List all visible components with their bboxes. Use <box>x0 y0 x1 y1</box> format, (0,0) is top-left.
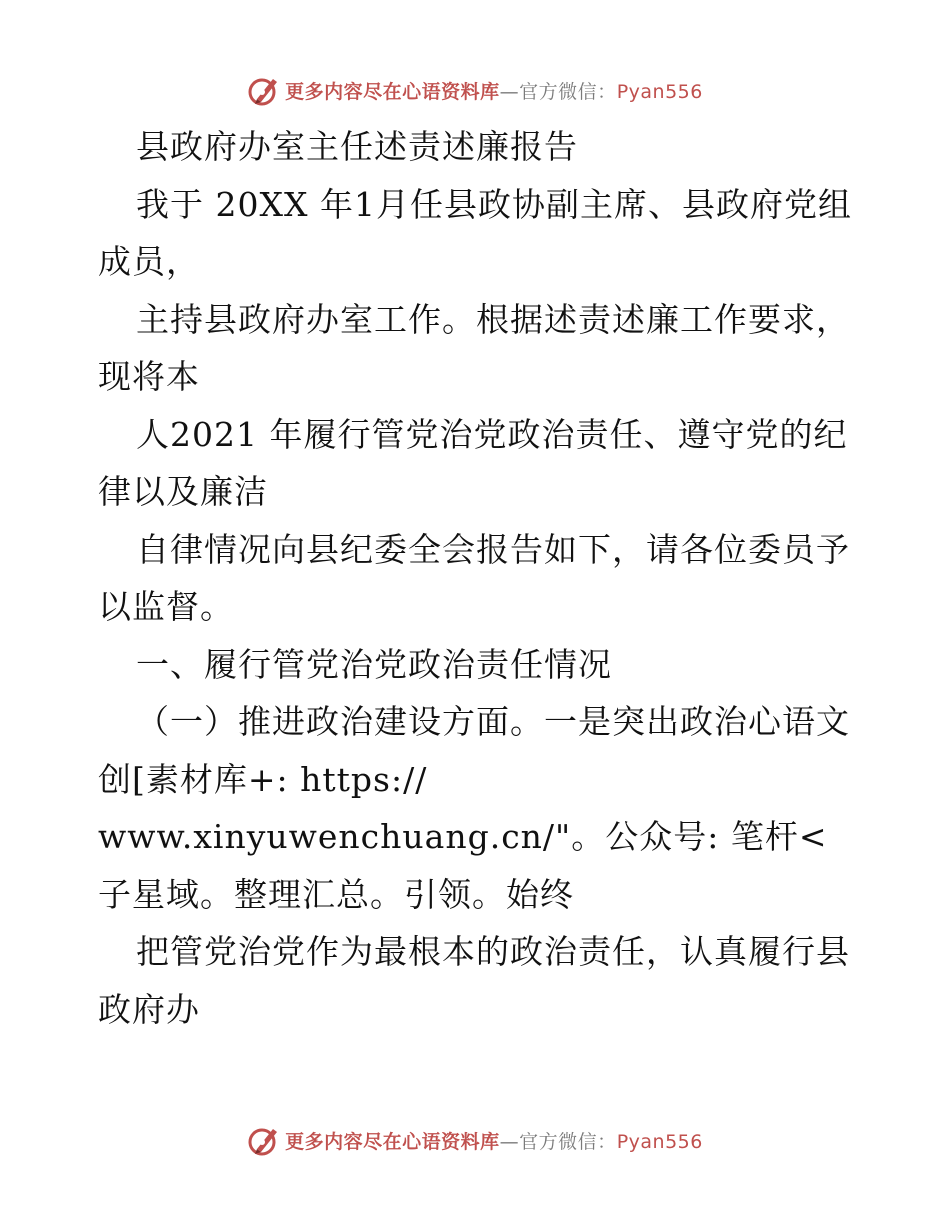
banner-account: Pyan556 <box>616 1130 703 1153</box>
document-title: 县政府办室主任述责述廉报告 <box>136 127 578 166</box>
paragraph: 我于 20XX 年1月任县政协副主席、县政府党组成员， <box>98 184 852 281</box>
paragraph: 把管党治党作为最根本的政治责任，认真履行县政府办 <box>98 932 850 1029</box>
paragraph: www.xinyuwenchuang.cn/"。公众号: 笔杆<子星域。整理汇总。引领。始终 <box>98 817 828 914</box>
pen-logo-icon <box>247 1123 281 1157</box>
banner-label: 官方微信： <box>519 1130 617 1153</box>
banner-main: 更多内容尽在心语资料库 <box>285 80 500 103</box>
banner-text <box>285 1127 703 1154</box>
section-heading: 一、履行管党治党政治责任情况 <box>136 644 612 684</box>
paragraph: 主持县政府办室工作。根据述责述廉工作要求，现将本 <box>98 299 850 396</box>
pen-logo-icon <box>247 73 281 107</box>
banner-label: 官方微信： <box>519 80 617 103</box>
paragraph: （一）推进政治建设方面。一是突出政治心语文创[素材库+: https:// <box>98 702 850 799</box>
document-body <box>98 118 858 1038</box>
header-banner <box>0 70 950 110</box>
paragraph: 自律情况向县纪委全会报告如下，请各位委员予以监督。 <box>98 529 850 626</box>
banner-account: Pyan556 <box>616 80 703 103</box>
banner-main: 更多内容尽在心语资料库 <box>285 1130 500 1153</box>
footer-banner <box>0 1120 950 1160</box>
banner-text <box>285 77 703 104</box>
banner-separator: — <box>499 80 520 103</box>
banner-separator: — <box>499 1130 520 1153</box>
paragraph: 人2021 年履行管党治党政治责任、遵守党的纪律以及廉洁 <box>98 414 848 511</box>
